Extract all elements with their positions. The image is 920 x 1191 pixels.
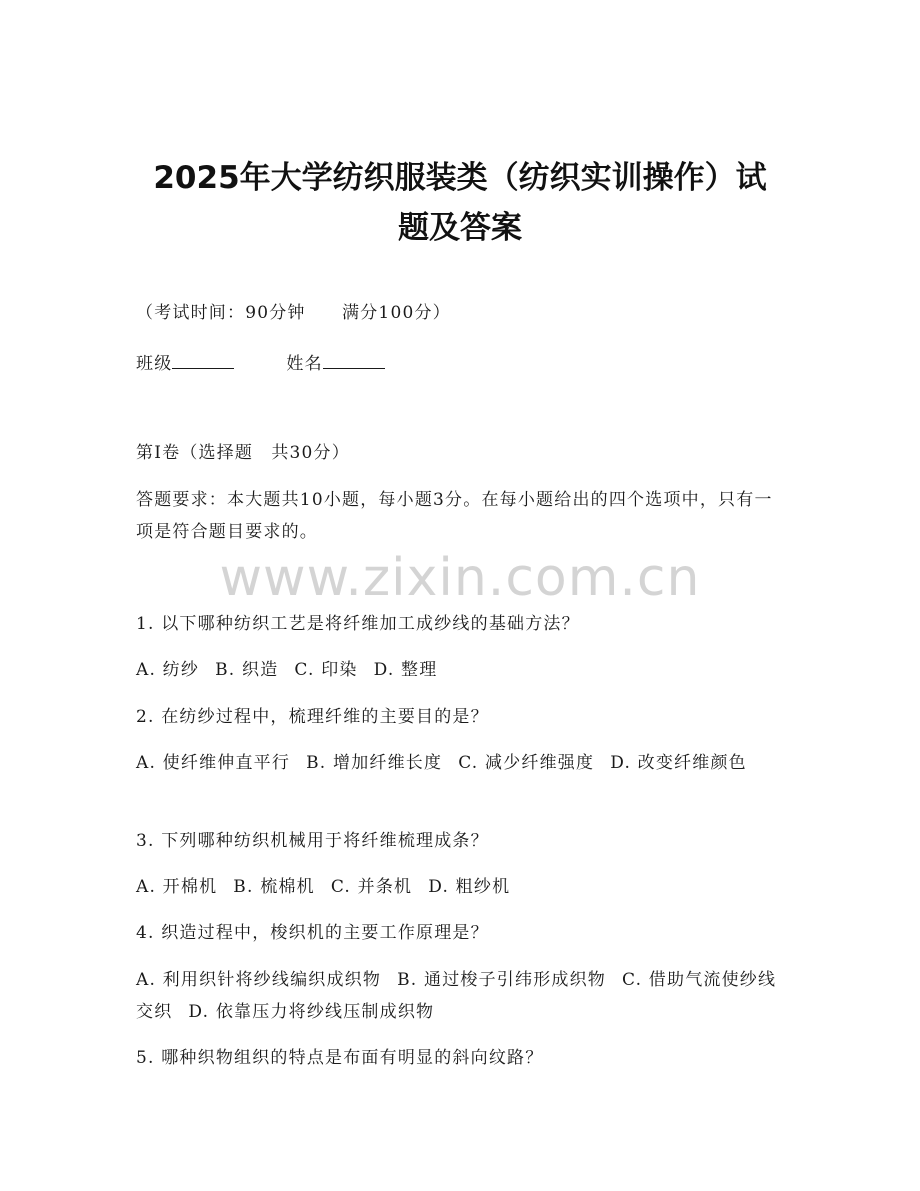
option-d: D. 依靠压力将纱线压制成织物: [188, 1002, 435, 1022]
question-2-options: [136, 747, 786, 779]
watermark: www.zixin.com.cn: [219, 548, 701, 608]
exam-info: （考试时间：90分钟 满分100分）: [136, 303, 451, 323]
section-heading: 第Ⅰ卷（选择题 共30分）: [136, 443, 350, 463]
option-d: D. 改变纤维颜色: [610, 753, 747, 773]
document-title-line-2: 题及答案: [398, 210, 522, 246]
question-2: [136, 705, 489, 729]
question-number: 3.: [136, 831, 155, 851]
question-text: 在纺纱过程中，梳理纤维的主要目的是？: [161, 707, 489, 727]
section-instructions: 答题要求：本大题共10小题，每小题3分。在每小题给出的四个选项中，只有一项是符合题目要求的。: [136, 490, 773, 542]
question-text: 哪种织物组织的特点是布面有明显的斜向纹路？: [161, 1048, 544, 1068]
question-number: 1.: [136, 614, 155, 634]
option-c: C. 减少纤维强度: [458, 753, 595, 773]
option-a: A. 利用织针将纱线编织成织物: [136, 970, 382, 990]
question-4: [136, 921, 489, 945]
question-3: [136, 829, 489, 853]
option-c: C. 印染: [294, 660, 358, 680]
question-number: 4.: [136, 923, 155, 943]
option-c: C. 借助气流使纱线交织: [136, 970, 777, 1022]
option-d: D. 整理: [373, 660, 438, 680]
question-text: 以下哪种纺织工艺是将纤维加工成纱线的基础方法？: [161, 614, 580, 634]
question-1-options: [136, 658, 453, 682]
question-text: 下列哪种纺织机械用于将纤维梳理成条？: [161, 831, 489, 851]
question-3-options: [136, 875, 526, 899]
question-text: 织造过程中，梭织机的主要工作原理是？: [161, 923, 489, 943]
option-b: B. 通过梭子引纬形成织物: [397, 970, 606, 990]
option-a: A. 开棉机: [136, 877, 218, 897]
name-label: 姓名: [286, 354, 323, 374]
option-a: A. 纺纱: [136, 660, 200, 680]
question-number: 5.: [136, 1048, 155, 1068]
question-number: 2.: [136, 707, 155, 727]
option-b: B. 织造: [215, 660, 279, 680]
name-blank-field[interactable]: [323, 350, 385, 369]
option-c: C. 并条机: [330, 877, 413, 897]
class-blank-field[interactable]: [172, 350, 234, 369]
option-b: B. 增加纤维长度: [306, 753, 443, 773]
class-label: 班级: [136, 354, 173, 374]
question-5: [136, 1046, 543, 1070]
question-1: [136, 612, 580, 636]
document-title-line-1: 2025年大学纺织服装类（纺织实训操作）试: [153, 160, 767, 196]
student-fields: [136, 350, 385, 376]
option-a: A. 使纤维伸直平行: [136, 753, 291, 773]
option-b: B. 梳棉机: [233, 877, 315, 897]
option-d: D. 粗纱机: [428, 877, 511, 897]
question-4-options: [136, 964, 786, 1028]
